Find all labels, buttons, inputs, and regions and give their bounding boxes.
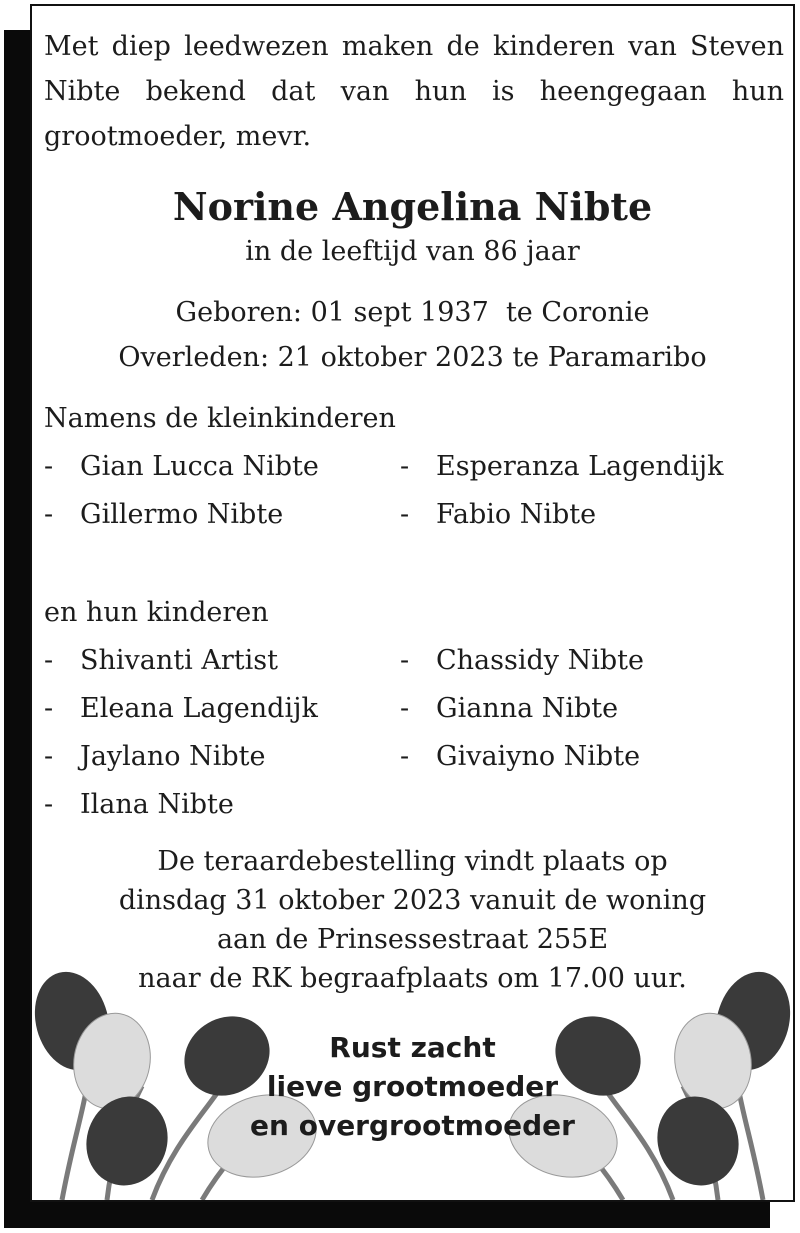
list-dash: - (44, 645, 54, 676)
person-name: Gian Lucca Nibte (80, 451, 319, 482)
list-dash: - (400, 693, 410, 724)
list-dash: - (400, 741, 410, 772)
list-item (400, 638, 644, 683)
list-dash: - (44, 451, 54, 482)
closing-line: lieve grootmoeder (266, 1070, 559, 1103)
list-dash: - (44, 499, 54, 530)
funeral-line: De teraardebestelling vindt plaats op (157, 846, 668, 877)
closing-text (32, 1028, 793, 1145)
list-item (44, 734, 266, 779)
person-name: Fabio Nibte (436, 499, 597, 530)
list-dash: - (400, 645, 410, 676)
person-name: Givaiyno Nibte (436, 741, 641, 772)
list-dash: - (400, 451, 410, 482)
person-name: Shivanti Artist (80, 645, 278, 676)
list-dash: - (400, 499, 410, 530)
list-item (400, 734, 640, 779)
list-item (400, 492, 596, 537)
list-item (400, 444, 723, 489)
closing-line: Rust zacht (329, 1031, 496, 1064)
deceased-name: Norine Angelina Nibte (172, 184, 653, 229)
list-item (400, 686, 618, 731)
person-name: Jaylano Nibte (80, 741, 266, 772)
funeral-line: aan de Prinsessestraat 255E (216, 924, 609, 955)
list-item (44, 638, 278, 683)
funeral-line: dinsdag 31 oktober 2023 vanuit de woning (118, 885, 707, 916)
list-item (44, 782, 234, 827)
person-name: Gillermo Nibte (80, 499, 284, 530)
list-item (44, 444, 319, 489)
list-item (44, 686, 318, 731)
closing-line: en overgrootmoeder (250, 1109, 575, 1142)
age-line: in de leeftijd van 86 jaar (245, 236, 580, 267)
dates-block (32, 290, 793, 380)
funeral-line: naar de RK begraafplaats om 17.00 uur. (138, 963, 687, 994)
person-name: Esperanza Lagendijk (436, 451, 724, 482)
died-line: Overleden: 21 oktober 2023 te Paramaribo (118, 342, 707, 373)
person-name: Gianna Nibte (436, 693, 619, 724)
intro-text: Met diep leedwezen maken de kinderen van Steven Nibte bekend dat van hun is heengegaan hun grootmoeder, mevr. (44, 31, 784, 152)
list-dash: - (44, 693, 54, 724)
list-item (44, 492, 283, 537)
grandchildren-heading: Namens de kleinkinderen (44, 403, 396, 434)
list-dash: - (44, 741, 54, 772)
person-name: Ilana Nibte (80, 789, 234, 820)
person-name: Chassidy Nibte (436, 645, 644, 676)
list-dash: - (44, 789, 54, 820)
great-grandchildren-heading: en hun kinderen (44, 597, 269, 628)
person-name: Eleana Lagendijk (80, 693, 318, 724)
born-line: Geboren: 01 sept 1937 te Coronie (175, 297, 650, 328)
obituary-card (30, 4, 795, 1202)
